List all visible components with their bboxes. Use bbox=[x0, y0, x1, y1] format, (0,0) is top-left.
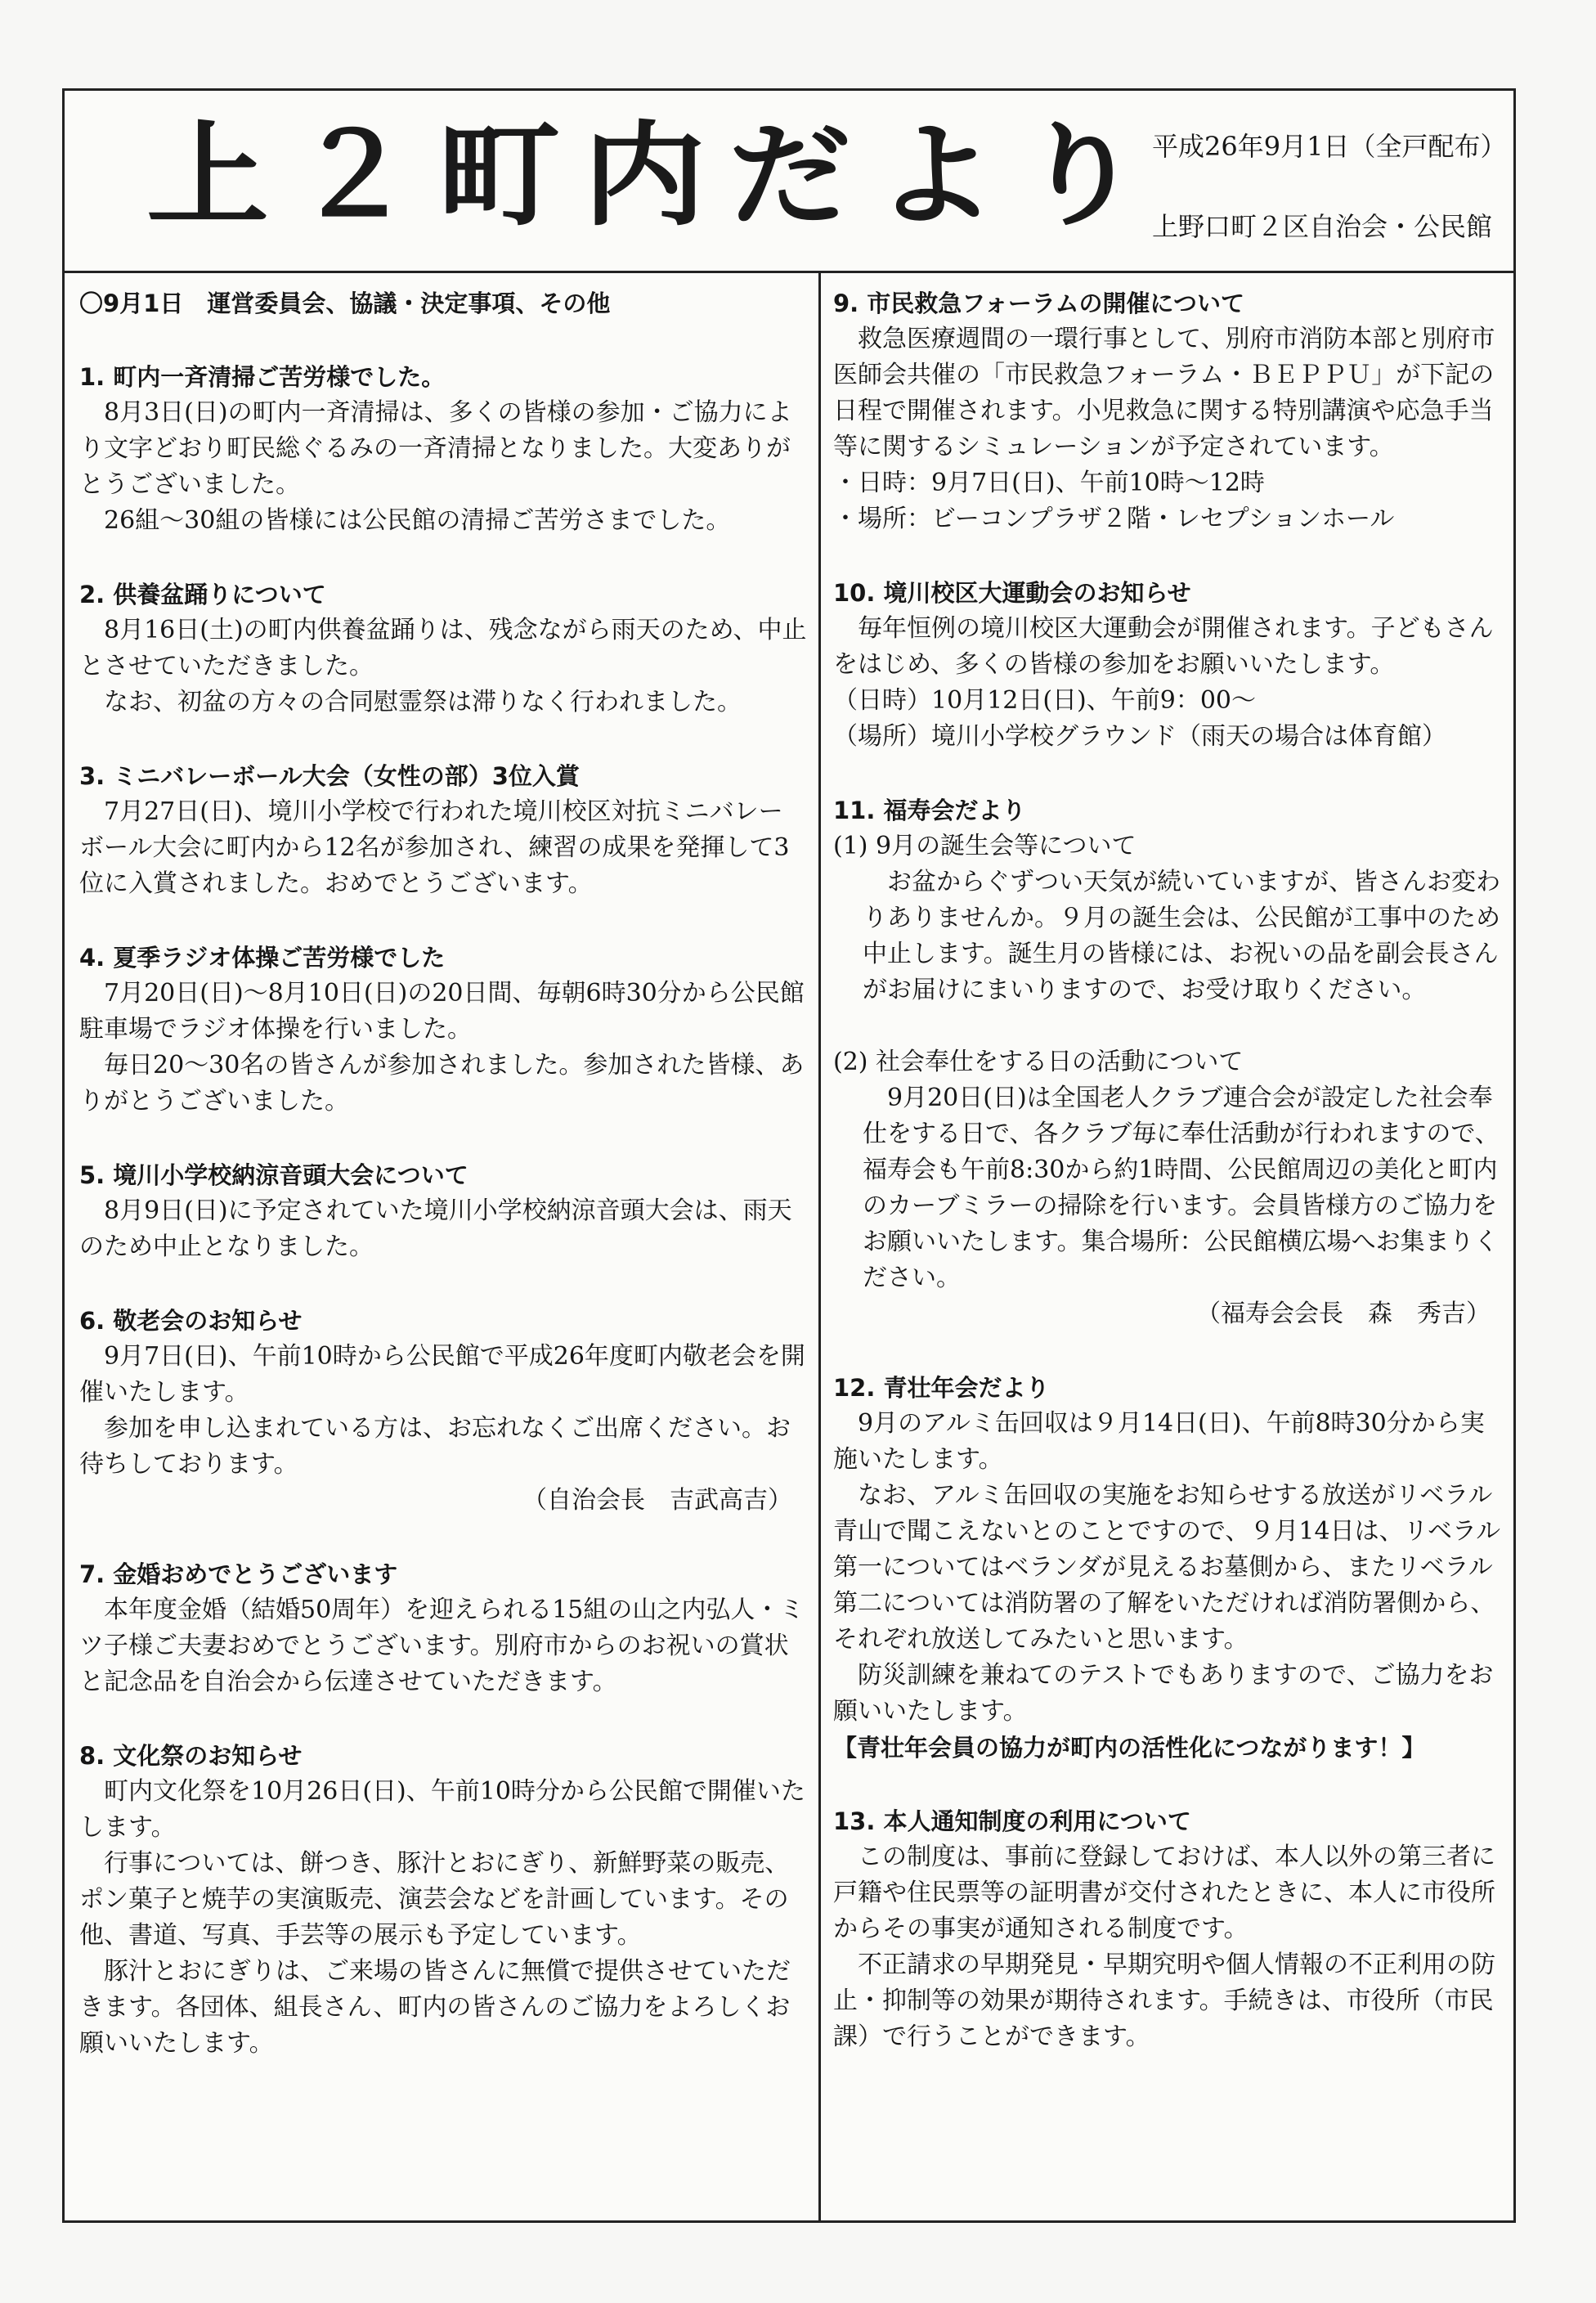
section-12 bbox=[833, 1370, 1505, 1766]
paragraph: お盆からぐずつい天気が続いていますが、皆さんお変わりありませんか。９月の誕生会は、公民館が工事中のため中止します。誕生月の皆様には、お祝いの品を副会長さんがお届けにまいりますので、お受け取りください。 bbox=[863, 868, 1500, 1004]
detail-line: （場所）境川小学校グラウンド（雨天の場合は体育館） bbox=[833, 722, 1446, 751]
paragraph: 防災訓練を兼ねてのテストでもありますので、ご協力をお願いいたします。 bbox=[833, 1661, 1494, 1726]
highlight-slogan: 【青壮年会員の協力が町内の活性化につながります！】 bbox=[833, 1734, 1426, 1762]
section-title: 3. ミニバレーボール大会（女性の部）3位入賞 bbox=[79, 762, 580, 790]
newsletter-frame bbox=[62, 88, 1516, 2223]
section-title: 5. 境川小学校納涼音頭大会について bbox=[79, 1161, 468, 1189]
intro-line bbox=[79, 285, 807, 321]
section-title: 2. 供養盆踊りについて bbox=[79, 581, 326, 608]
paragraph: なお、アルミ缶回収の実施をお知らせする放送がリベラル青山で聞こえないとのことですので、９月14日は、リベラル第一についてはベランダが見えるお墓側から、またリベラル第二については消防署の了解をいただければ消防署側から、それぞれ放送してみたいと思います。 bbox=[833, 1481, 1501, 1654]
paragraph: 7月20日(日)～8月10日(日)の20日間、毎朝6時30分から公民館駐車場でラジオ体操を行いました。 bbox=[79, 979, 805, 1044]
section-title: 11. 福寿会だより bbox=[833, 797, 1026, 824]
paragraph: 7月27日(日)、境川小学校で行われた境川校区対抗ミニバレーボール大会に町内から12名が参加され、練習の成果を発揮して3位に入賞されました。おめでとうございます。 bbox=[79, 797, 790, 898]
paragraph: 9月20日(日)は全国老人クラブ連合会が設定した社会奉仕をする日で、各クラブ毎に奉仕活動が行われますので、福寿会も午前8:30から約1時間、公民館周辺の美化と町内のカーブミラーの掃除を行います。会員皆様方のご協力をお願いいたします。集合場所：公民館横広場へお集まりください。 bbox=[863, 1084, 1500, 1292]
paragraph: 9月7日(日)、午前10時から公民館で平成26年度町内敬老会を開催いたします。 bbox=[79, 1342, 805, 1407]
paragraph: この制度は、事前に登録しておけば、本人以外の第三者に戸籍や住民票等の証明書が交付されたときに、本人に市役所からその事実が通知される制度です。 bbox=[833, 1843, 1495, 1943]
right-column bbox=[833, 285, 1505, 2093]
section-5 bbox=[79, 1157, 807, 1265]
section-8 bbox=[79, 1738, 807, 2062]
paragraph: なお、初盆の方々の合同慰霊祭は滞りなく行われました。 bbox=[104, 688, 742, 716]
section-title: 10. 境川校区大運動会のお知らせ bbox=[833, 579, 1191, 607]
section-title: 8. 文化祭のお知らせ bbox=[79, 1742, 303, 1770]
section-title: 1. 町内一斉清掃ご苦労様でした。 bbox=[79, 363, 446, 391]
paragraph: 救急医療週間の一環行事として、別府市消防本部と別府市医師会共催の「市民救急フォーラム・ＢＥＰＰＵ」が下記の日程で開催されます。小児救急に関する特別講演や応急手当等に関するシミュレーションが予定されています。 bbox=[833, 325, 1495, 461]
newsletter-title: 上２町内だより bbox=[146, 109, 1166, 242]
left-column bbox=[79, 285, 807, 2099]
section-3 bbox=[79, 758, 807, 902]
section-title: 7. 金婚おめでとうございます bbox=[79, 1560, 398, 1588]
paragraph: 8月16日(土)の町内供養盆踊りは、残念ながら雨天のため、中止とさせていただきました。 bbox=[79, 616, 807, 680]
section-2 bbox=[79, 577, 807, 721]
paragraph: 不正請求の早期発見・早期究明や個人情報の不正利用の防止・抑制等の効果が期待されます。手続きは、市役所（市民課）で行うことができます。 bbox=[833, 1951, 1495, 2051]
section-4 bbox=[79, 940, 807, 1120]
signature: （福寿会会長 森 秀吉） bbox=[1196, 1300, 1491, 1328]
subheading: (1) 9月の誕生会等について bbox=[833, 832, 1136, 860]
paragraph: 町内文化祭を10月26日(日)、午前10時分から公民館で開催いたします。 bbox=[79, 1777, 805, 1842]
section-title: 4. 夏季ラジオ体操ご苦労様でした bbox=[79, 944, 446, 972]
detail-line: ・場所：ビーコンプラザ２階・レセプションホール bbox=[833, 505, 1395, 533]
column-divider bbox=[818, 271, 821, 2220]
section-title: 9. 市民救急フォーラムの開催について bbox=[833, 290, 1244, 317]
paragraph: 豚汁とおにぎりは、ご来場の皆さんに無償で提供させていただきます。各団体、組長さん、町内の皆さんのご協力をよろしくお願いいたします。 bbox=[79, 1957, 791, 2058]
paragraph: 8月3日(日)の町内一斉清掃は、多くの皆様の参加・ご協力により文字どおり町民総ぐるみの一斉清掃となりました。大変ありがとうございました。 bbox=[79, 398, 792, 499]
section-10 bbox=[833, 575, 1505, 755]
paragraph: 9月のアルミ缶回収は９月14日(日)、午前8時30分から実施いたします。 bbox=[833, 1409, 1485, 1474]
paragraph: 毎日20～30名の皆さんが参加されました。参加された皆様、ありがとうございました。 bbox=[79, 1051, 805, 1116]
paragraph: 8月9日(日)に予定されていた境川小学校納涼音頭大会は、雨天のため中止となりました。 bbox=[79, 1196, 792, 1261]
publisher-org: 上野口町２区自治会・公民館 bbox=[1152, 211, 1493, 242]
detail-line: ・日時：9月7日(日)、午前10時～12時 bbox=[833, 469, 1265, 497]
section-title: 13. 本人通知制度の利用について bbox=[833, 1807, 1191, 1835]
subheading: (2) 社会奉仕をする日の活動について bbox=[833, 1048, 1244, 1076]
signature: （自治会長 吉武高吉） bbox=[522, 1486, 792, 1515]
section-title: 12. 青壮年会だより bbox=[833, 1374, 1050, 1402]
paragraph: 本年度金婚（結婚50周年）を迎えられる15組の山之内弘人・ミツ子様ご夫妻おめでとうございます。別府市からのお祝いの賞状と記念品を自治会から伝達させていただきます。 bbox=[79, 1596, 805, 1696]
section-11 bbox=[833, 792, 1505, 1332]
section-13 bbox=[833, 1803, 1505, 2055]
detail-line: （日時）10月12日(日)、午前9：00～ bbox=[833, 686, 1257, 715]
section-7 bbox=[79, 1556, 807, 1700]
paragraph: 参加を申し込まれている方は、お忘れなくご出席ください。お待ちしております。 bbox=[79, 1414, 791, 1479]
section-title: 6. 敬老会のお知らせ bbox=[79, 1307, 303, 1335]
meeting-heading: 〇9月1日 運営委員会、協議・決定事項、その他 bbox=[79, 290, 611, 317]
masthead-header bbox=[65, 91, 1513, 273]
paragraph: 毎年恒例の境川校区大運動会が開催されます。子どもさんをはじめ、多くの皆様の参加をお願いいたします。 bbox=[833, 614, 1494, 679]
section-6 bbox=[79, 1303, 807, 1519]
section-9 bbox=[833, 285, 1505, 537]
section-1 bbox=[79, 359, 807, 539]
paragraph: 行事については、餅つき、豚汁とおにぎり、新鮮野菜の販売、ポン菓子と焼芋の実演販売、演芸会などを計画しています。その他、書道、写真、手芸等の展示も予定しています。 bbox=[79, 1849, 790, 1950]
issue-date: 平成26年9月1日（全戸配布） bbox=[1152, 131, 1507, 162]
paragraph: 26組～30組の皆様には公民館の清掃ご苦労さまでした。 bbox=[104, 506, 731, 535]
